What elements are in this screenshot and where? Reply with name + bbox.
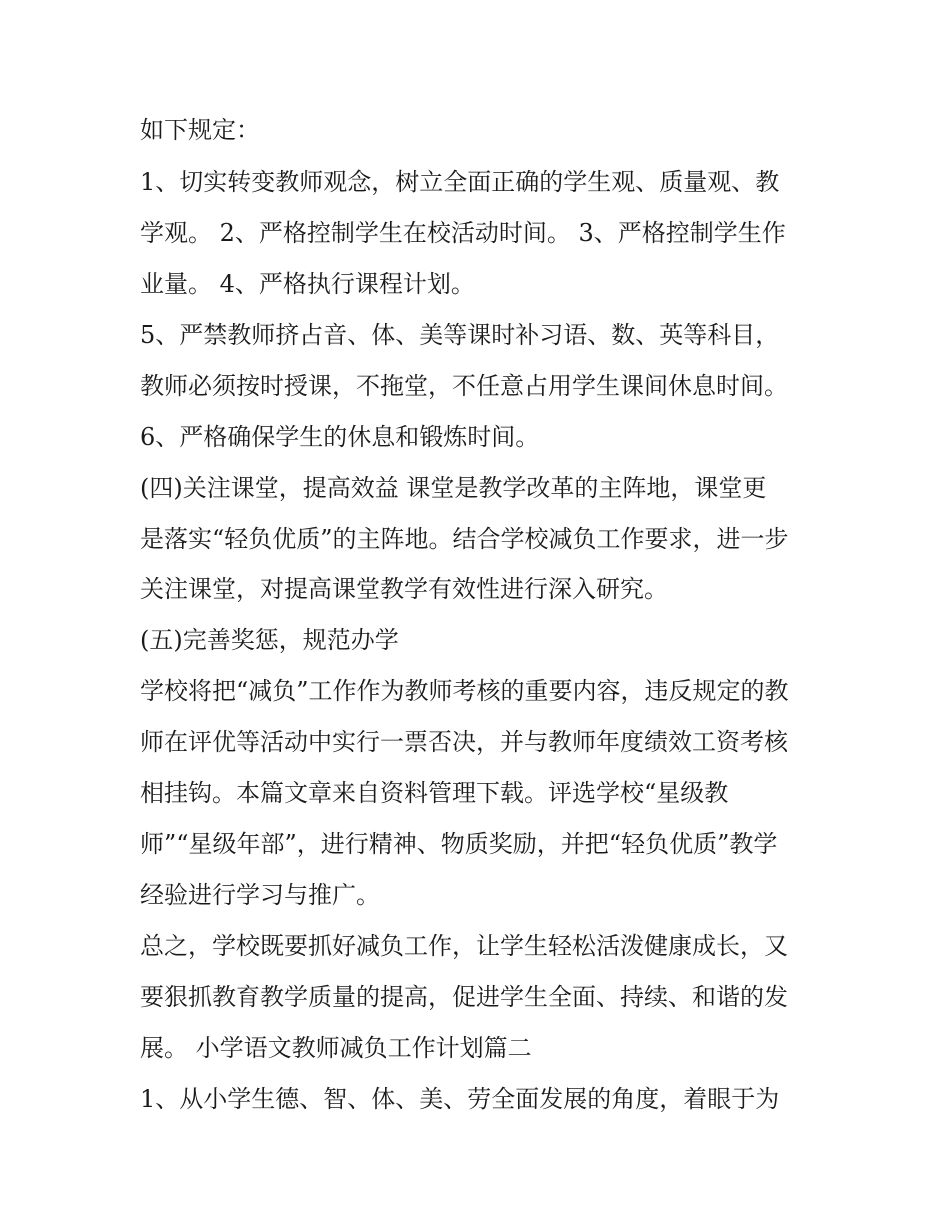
text-line: 业量。 4、严格执行课程计划。 [140,270,475,298]
text-line: 6、严格确保学生的休息和锻炼时间。 [140,423,540,451]
text-line: 如下规定： [140,116,260,144]
text-line: 经验进行学习与推广。 [140,881,380,909]
text-line: 1、从小学生德、智、体、美、劳全面发展的角度，着眼于为 [140,1085,780,1113]
text-line: 是落实“轻负优质”的主阵地。结合学校减负工作要求，进一步 [140,525,789,553]
text-line: 相挂钩。本篇文章来自资料管理下载。评选学校“星级教 [140,779,729,807]
text-line: 学校将把“减负”工作作为教师考核的重要内容，违反规定的教 [140,677,789,705]
text-line: 师在评优等活动中实行一票否决，并与教师年度绩效工资考核 [140,728,788,756]
text-line: 教师必须按时授课，不拖堂，不任意占用学生课间休息时间。 [140,372,788,400]
text-line: 学观。 2、严格控制学生在校活动时间。 3、严格控制学生作 [140,219,786,247]
text-line: (五)完善奖惩，规范办学 [140,626,399,654]
text-line: (四)关注课堂，提高效益 课堂是教学改革的主阵地，课堂更 [140,474,767,502]
text-line: 师”“星级年部”，进行精神、物质奖励，并把“轻负优质”教学 [140,830,778,858]
text-line: 展。 小学语文教师减负工作计划篇二 [140,1034,532,1062]
text-line: 总之，学校既要抓好减负工作，让学生轻松活泼健康成长，又 [140,932,788,960]
text-line: 1、切实转变教师观念，树立全面正确的学生观、质量观、教 [140,168,780,196]
text-line: 5、严禁教师挤占音、体、美等课时补习语、数、英等科目， [140,321,780,349]
text-line: 要狠抓教育教学质量的提高，促进学生全面、持续、和谐的发 [140,983,788,1011]
text-line: 关注课堂，对提高课堂教学有效性进行深入研究。 [140,575,668,603]
